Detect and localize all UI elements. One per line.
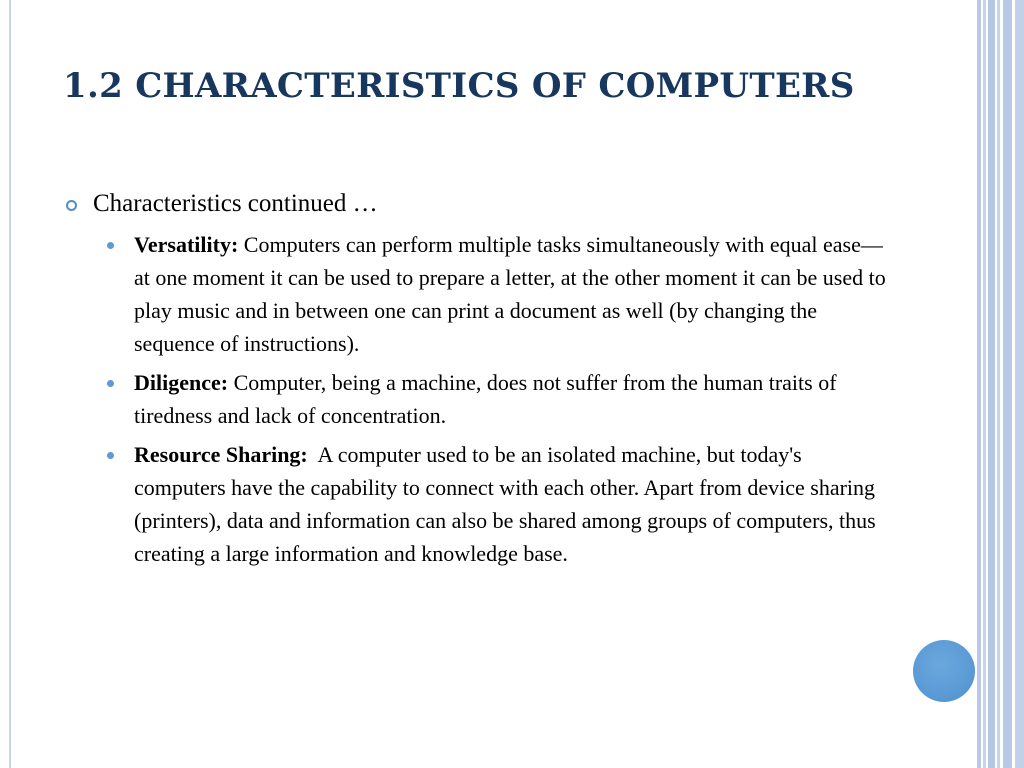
right-stripe [988, 0, 995, 768]
right-stripe [997, 0, 1000, 768]
right-stripe [977, 0, 981, 768]
sub-bullet-list [63, 228, 893, 570]
list-item [63, 366, 894, 432]
right-stripe [1003, 0, 1012, 768]
item-text: Computers can perform multiple tasks simultaneously with equal ease—at one moment it can be used to prepare a letter, at the other moment it can be used to play music and in between one can print a document as well (by changing the sequence of instructions). [134, 232, 886, 356]
left-border-line [9, 0, 11, 768]
dot-bullet-icon [107, 452, 114, 459]
dot-bullet-icon [107, 380, 114, 387]
ring-bullet-icon [66, 200, 77, 211]
item-text: A computer used to be an isolated machine, but today's computers have the capability to connect with each other. Apart from device sharing (printers), data and information can also be shared among groups of computers, thus creating a large information and knowledge base. [134, 442, 882, 566]
item-term: Diligence: [134, 370, 229, 395]
right-stripe [983, 0, 986, 768]
right-stripe [1015, 0, 1024, 768]
list-item [63, 438, 894, 570]
level1-bullet [63, 186, 893, 222]
item-text: Computer, being a machine, does not suffer from the human traits of tiredness and lack of concentration. [134, 370, 837, 428]
slide-title: 1.2 CHARACTERISTICS OF COMPUTERS [63, 66, 855, 106]
slide-content [63, 186, 893, 576]
level1-bullet-text: Characteristics continued … [93, 190, 378, 217]
list-item [63, 228, 894, 360]
item-term: Resource Sharing: [134, 442, 308, 467]
item-term: Versatility: [134, 232, 239, 257]
decorative-circle [913, 640, 975, 702]
dot-bullet-icon [107, 242, 114, 249]
